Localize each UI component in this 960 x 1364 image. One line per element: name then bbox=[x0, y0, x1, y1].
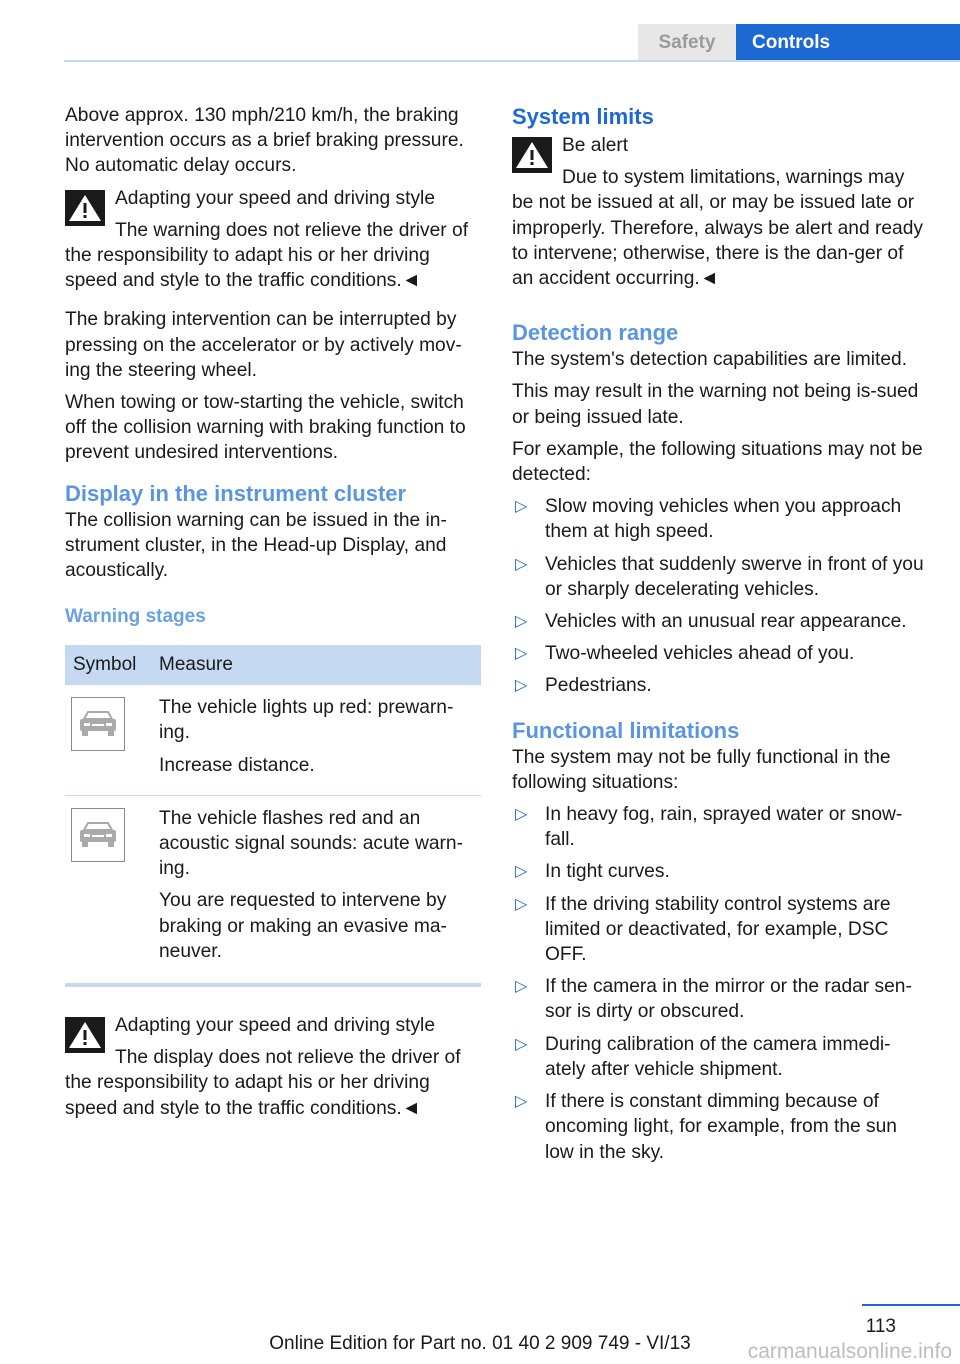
paragraph: The collision warning can be issued in the in‐strument cluster, in the Head-up Display, and acoustically. bbox=[65, 509, 447, 582]
warning-notice bbox=[65, 186, 481, 294]
paragraph: Above approx. 130 mph/210 km/h, the braking intervention occurs as a brief braking pressure. No automatic delay occurs. bbox=[65, 105, 464, 177]
warning-triangle-icon bbox=[65, 1017, 105, 1053]
tab-safety[interactable]: Safety bbox=[638, 24, 736, 61]
measure-text: The vehicle lights up red: prewarn‐ing. bbox=[159, 697, 454, 744]
table-row bbox=[65, 685, 481, 795]
warning-text: The warning does not relieve the driver of the responsibility to adapt his or her driving speed and style to the traffic conditions.◄ bbox=[65, 219, 469, 292]
section-heading: Detection range bbox=[512, 320, 679, 346]
paragraph: The system may not be fully functional in the following situations: bbox=[512, 746, 891, 793]
triangle-bullet-icon: ▷ bbox=[515, 1035, 528, 1053]
column-header-measure: Measure bbox=[159, 645, 481, 685]
triangle-bullet-icon: ▷ bbox=[515, 895, 528, 913]
triangle-bullet-icon: ▷ bbox=[515, 978, 528, 996]
warning-stages-table bbox=[65, 645, 481, 987]
warning-text: The display does not relieve the driver of the responsibility to adapt his or her driving speed and style to the traffic conditions.◄ bbox=[65, 1047, 461, 1119]
list-item: ▷ In tight curves. bbox=[512, 859, 928, 884]
paragraph: The system's detection capabilities are limited. bbox=[512, 349, 908, 371]
section-tabs bbox=[638, 24, 960, 61]
left-column bbox=[65, 103, 481, 1129]
paragraph: The braking intervention can be interrupted by pressing on the accelerator or by actively mov‐ing the steering wheel. bbox=[65, 309, 462, 381]
column-header-symbol: Symbol bbox=[65, 645, 159, 685]
subsection-heading: Warning stages bbox=[65, 606, 206, 628]
warning-triangle-icon bbox=[512, 137, 552, 173]
list-item: ▷ If the driving stability control systems are limited or deactivated, for example, DSC OFF. bbox=[515, 893, 891, 966]
triangle-bullet-icon: ▷ bbox=[515, 806, 528, 824]
triangle-bullet-icon: ▷ bbox=[515, 613, 528, 631]
triangle-bullet-icon: ▷ bbox=[515, 863, 528, 881]
vehicle-warning-icon bbox=[71, 697, 125, 751]
list-item: ▷ During calibration of the camera immedi‐ately after vehicle shipment. bbox=[515, 1033, 891, 1080]
watermark: carmanualsonline.info bbox=[747, 1340, 952, 1363]
warning-triangle-icon bbox=[65, 190, 105, 226]
functional-limitations-list bbox=[512, 802, 928, 1165]
undetected-situations-list bbox=[512, 494, 928, 698]
warning-title: Adapting your speed and driving style bbox=[115, 1015, 435, 1037]
triangle-bullet-icon: ▷ bbox=[515, 498, 528, 516]
list-item: ▷ Two-wheeled vehicles ahead of you. bbox=[512, 641, 928, 666]
paragraph: For example, the following situations may not be detected: bbox=[512, 438, 923, 486]
triangle-bullet-icon: ▷ bbox=[515, 555, 528, 573]
vehicle-warning-icon bbox=[71, 808, 125, 862]
warning-title: Adapting your speed and driving style bbox=[115, 187, 435, 209]
header-divider bbox=[64, 60, 960, 62]
right-column bbox=[512, 103, 928, 1173]
page-number: 113 bbox=[865, 1316, 896, 1337]
list-item: ▷ If the camera in the mirror or the radar sen‐sor is dirty or obscured. bbox=[515, 976, 912, 1023]
warning-title: Be alert bbox=[562, 135, 629, 156]
measure-text: The vehicle flashes red and an acoustic signal sounds: acute warn‐ing. bbox=[159, 807, 463, 880]
table-row bbox=[65, 795, 481, 985]
paragraph: This may result in the warning not being is‐sued or being issued late. bbox=[512, 381, 919, 428]
list-item: ▷ In heavy fog, rain, sprayed water or snow‐fall. bbox=[515, 804, 903, 851]
section-heading: Functional limitations bbox=[512, 717, 740, 743]
list-item: ▷ If there is constant dimming because of oncoming light, for example, from the sun low in the sky. bbox=[515, 1091, 897, 1163]
triangle-bullet-icon: ▷ bbox=[515, 677, 528, 695]
measure-text: You are requested to intervene by braking or making an evasive ma‐neuver. bbox=[159, 890, 447, 962]
list-item: ▷ Vehicles that suddenly swerve in front of you or sharply decelerating vehicles. bbox=[515, 553, 924, 600]
measure-text: Increase distance. bbox=[159, 754, 315, 776]
section-heading: Display in the instrument cluster bbox=[65, 480, 407, 506]
page-number-rule bbox=[862, 1304, 960, 1306]
list-item: ▷ Slow moving vehicles when you approach them at high speed. bbox=[515, 496, 902, 543]
section-heading: System limits bbox=[512, 104, 654, 129]
edition-footer: Online Edition for Part no. 01 40 2 909 749 - VI/13 bbox=[269, 1333, 691, 1354]
list-item: ▷ Pedestrians. bbox=[512, 673, 928, 698]
warning-notice bbox=[65, 1013, 481, 1121]
triangle-bullet-icon: ▷ bbox=[515, 645, 528, 663]
warning-text: Due to system limitations, warnings may be not be issued at all, or may be issued late or improperly. Therefore, always be alert and ready to intervene; otherwise, there is the dan‐ger of an accident occurring.◄ bbox=[512, 167, 923, 290]
paragraph: When towing or tow-starting the vehicle, switch off the collision warning with braking function to prevent undesired interventions. bbox=[65, 392, 466, 464]
triangle-bullet-icon: ▷ bbox=[515, 1093, 528, 1111]
list-item: ▷ Vehicles with an unusual rear appearance. bbox=[512, 609, 928, 634]
tab-controls[interactable]: Controls bbox=[736, 24, 960, 61]
warning-notice bbox=[512, 133, 928, 291]
